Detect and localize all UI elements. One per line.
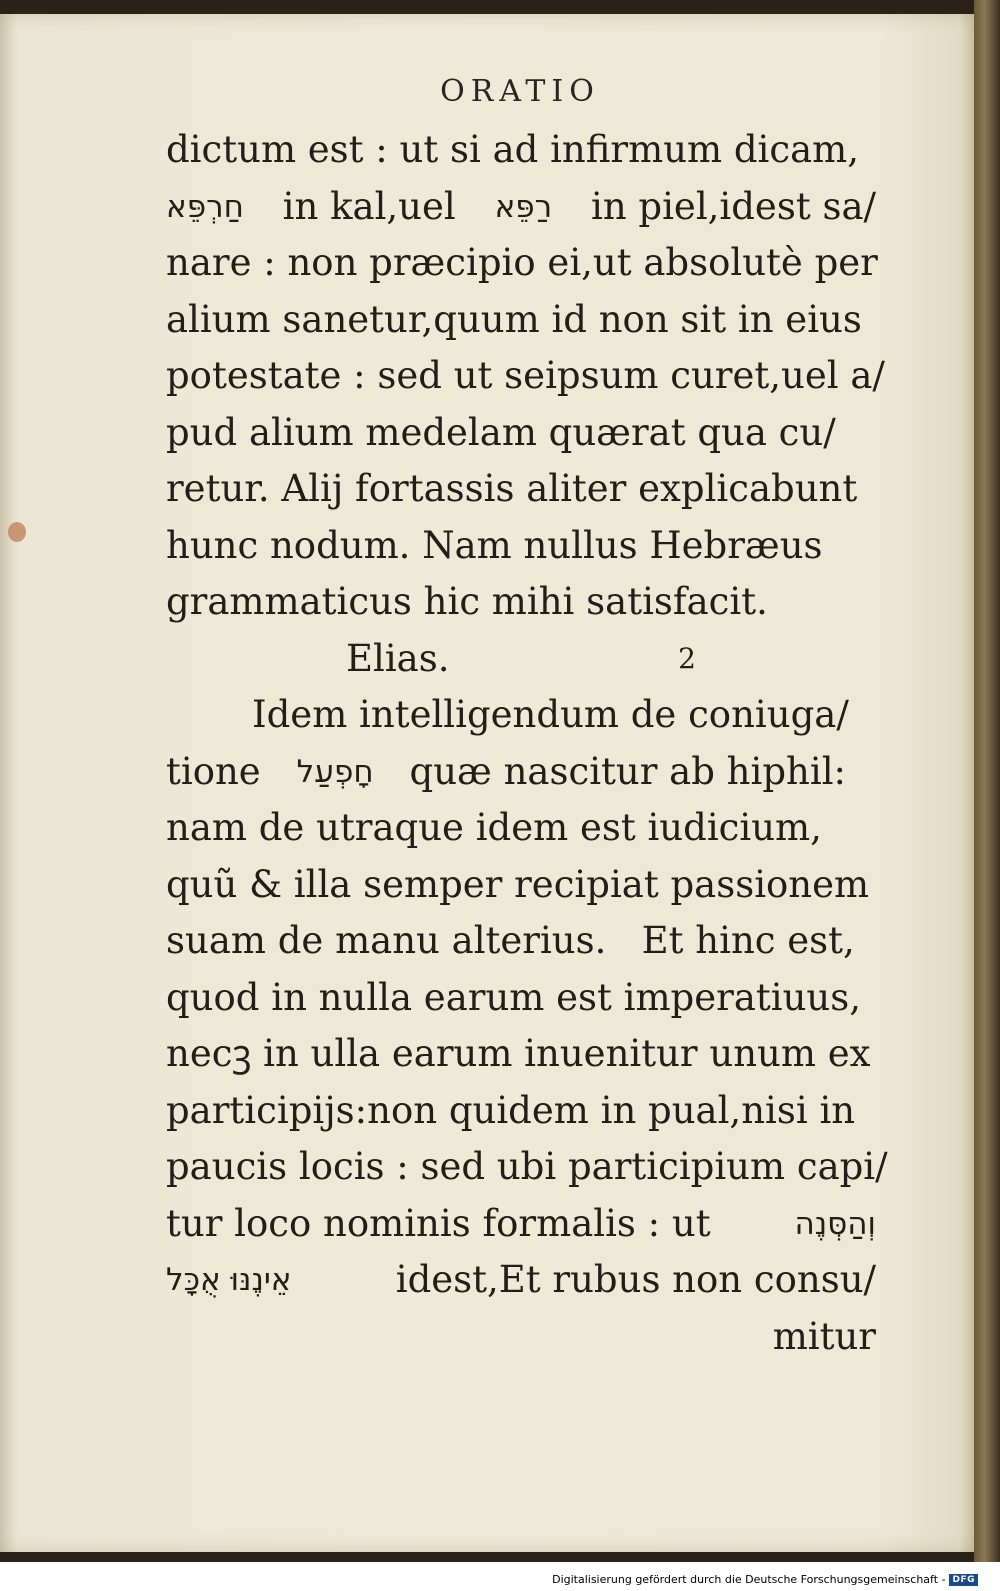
text-fragment: in piel,idest sa/: [590, 184, 876, 228]
text-line: [166, 1196, 876, 1253]
text-line: suam de manu alterius. Et hinc est,: [166, 919, 855, 962]
hebrew-word: חָפְעַל: [296, 753, 374, 790]
text-line: grammaticus hic mihi satisfacit.: [166, 580, 768, 623]
text-line: pud alium medelam quærat qua cu/: [166, 410, 836, 454]
text-line: necꝫ in ulla earum inuenitur unum ex: [166, 1032, 871, 1075]
text-fragment: idest,Et rubus non consu/: [395, 1258, 876, 1301]
hebrew-word: רַפֵּא: [494, 188, 553, 225]
text-line: quũ & illa semper recipiat passionem: [166, 862, 870, 906]
text-line: retur. Alij fortassis aliter explicabunt: [166, 467, 858, 510]
section-title: Elias.: [346, 636, 450, 680]
text-line: [166, 1252, 876, 1309]
hebrew-word: וְהַסְּנֶה: [794, 1205, 876, 1242]
text-line: nare : non præcipio ei,ut absolutè per: [166, 241, 878, 284]
text-line: Idem intelligendum de coniuga/: [252, 693, 849, 736]
book-edge: [974, 0, 1000, 1562]
text-line: [166, 744, 876, 801]
running-header: ORATIO: [440, 74, 600, 109]
text-line: alium sanetur,quum id non sit in eius: [166, 297, 862, 341]
hebrew-word: אֵינֶנּוּ אֻכָּל: [166, 1262, 292, 1298]
text-fragment: tur loco nominis formalis : ut: [166, 1201, 711, 1245]
section-heading: [166, 631, 876, 688]
text-line: [166, 179, 876, 236]
footer-text: Digitalisierung gefördert durch die Deutsche Forschungsgemeinschaft -: [552, 1573, 946, 1586]
hebrew-word: חַרְפֵּא: [166, 188, 244, 225]
text-line: potestate : sed ut seipsum curet,uel a/: [166, 354, 885, 397]
body-text: [166, 122, 888, 1365]
catchword: mitur: [772, 1314, 876, 1358]
text-line: paucis locis : sed ubi participium capi/: [166, 1145, 888, 1188]
ink-stain: [8, 522, 26, 542]
digitization-credit: [552, 1573, 978, 1586]
text-line: nam de utraque idem est iudicium,: [166, 806, 822, 849]
text-fragment: quæ nascitur ab hiphil:: [409, 749, 846, 793]
text-line: hunc nodum. Nam nullus Hebræus: [166, 523, 823, 567]
text-fragment: in kal,uel: [282, 184, 456, 228]
section-number: 2: [678, 641, 696, 675]
text-line: dictum est : ut si ad infirmum dicam,: [166, 128, 860, 171]
text-line: participijs:non quidem in pual,nisi in: [166, 1088, 856, 1132]
text-line: quod in nulla earum est imperatiuus,: [166, 975, 861, 1019]
dfg-logo: DFG: [949, 1574, 978, 1586]
text-fragment: tione: [166, 749, 261, 793]
